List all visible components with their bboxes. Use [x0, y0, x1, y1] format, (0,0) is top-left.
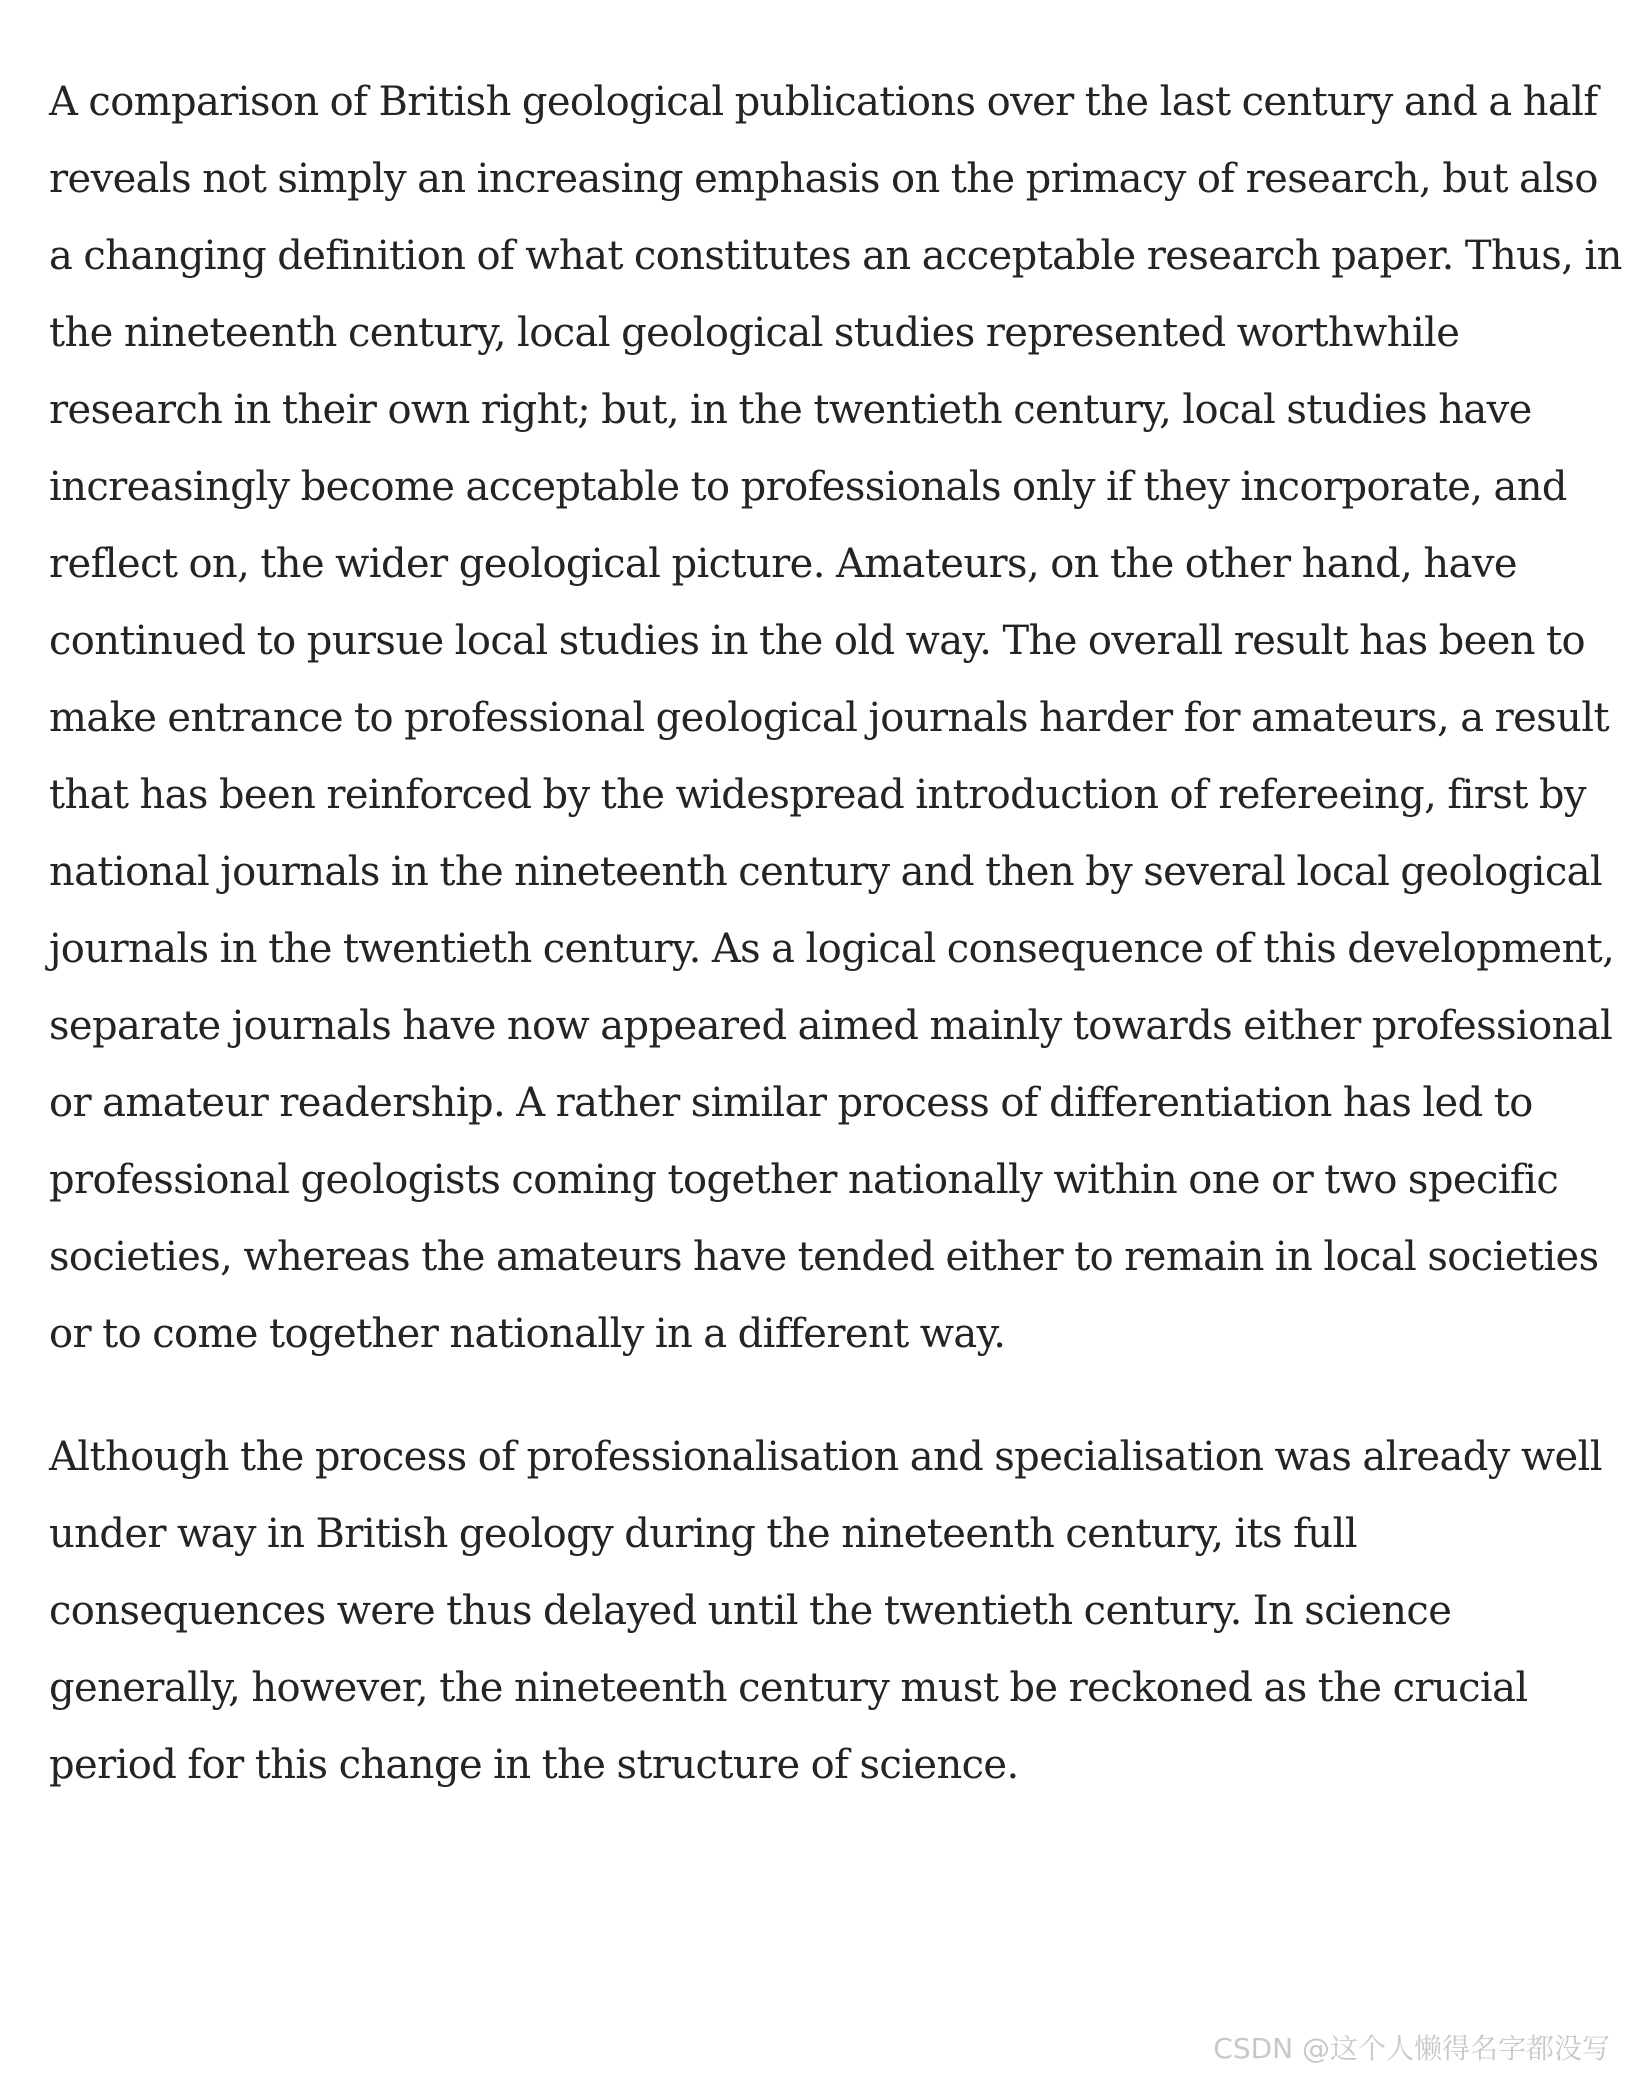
paragraph-2: Although the process of professionalisation and specialisation was already well under way in British geology during the nineteenth century, its full consequences were thus delayed until the twentieth century. In science generally, however, the nineteenth century must be reckoned as the crucial period for this change in the structure of science.	[49, 1434, 1602, 1788]
paragraph-1: A comparison of British geological publications over the last century and a half reveals not simply an increasing emphasis on the primacy of research, but also a changing definition of what constitutes an acceptable research paper. Thus, in the nineteenth century, local geological studies represented worthwhile research in their own right; but, in the twentieth century, local studies have increasingly become acceptable to professionals only if they incorporate, and reflect on, the wider geological picture. Amateurs, on the other hand, have continued to pursue local studies in the old way. The overall result has been to make entrance to professional geological journals harder for amateurs, a result that has been reinforced by the widespread introduction of refereeing, first by national journals in the nineteenth century and then by several local geological journals in the twentieth century. As a logical consequence of this development, separate journals have now appeared aimed mainly towards either professional or amateur readership. A rather similar process of differentiation has led to professional geologists coming together nationally within one or two specific societies, whereas the amateurs have tended either to remain in local societies or to come together nationally in a different way.	[49, 79, 1622, 1357]
csdn-watermark: CSDN @这个人懒得名字都没写	[1213, 2032, 1610, 2065]
article-body	[49, 64, 1629, 1804]
